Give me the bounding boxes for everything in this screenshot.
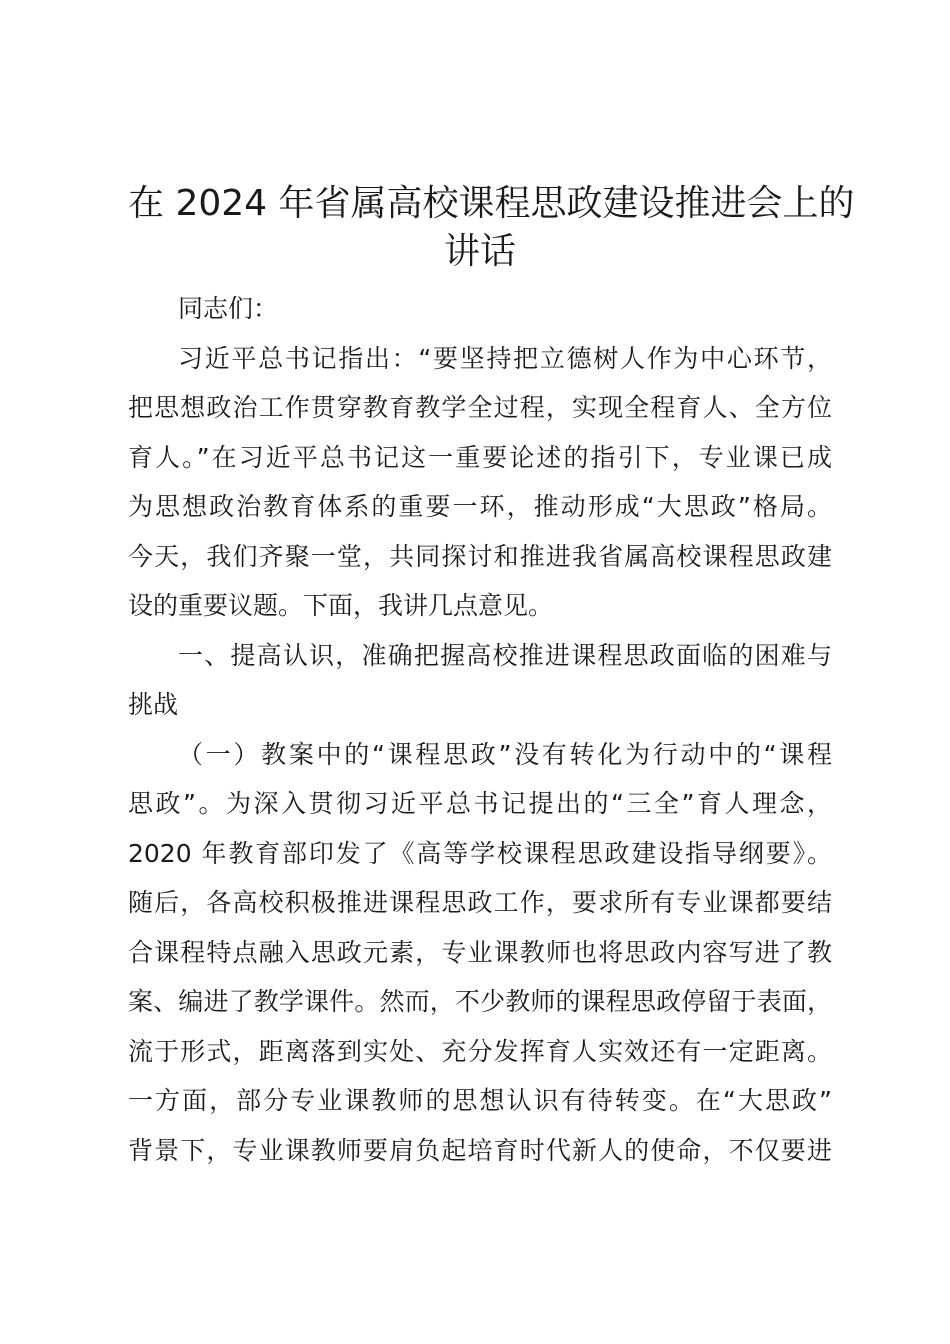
paragraph-line: 一方面，部分专业课教师的思想认识有待转变。在“大思政” — [128, 1086, 832, 1115]
paragraph-line: 案、编进了教学课件。然而，不少教师的课程思政停留于表面， — [128, 987, 832, 1016]
heading-line: 挑战 — [128, 690, 179, 719]
heading-line: 一、提高认识，准确把握高校推进课程思政面临的困难与 — [178, 640, 832, 670]
paragraph-line: （一）教案中的“课程思政”没有转化为行动中的“课程 — [178, 739, 832, 769]
paragraph-section-1-1 — [128, 730, 832, 1176]
paragraph-line: 2020 年教育部印发了《高等学校课程思政建设指导纲要》。 — [128, 838, 832, 868]
document-title — [128, 180, 855, 276]
paragraph-line: 习近平总书记指出：“要坚持把立德树人作为中心环节， — [178, 343, 832, 373]
title-line: 在 2024 年省属高校课程思政建设推进会上的 — [128, 183, 855, 224]
paragraph-line: 育人。”在习近平总书记这一重要论述的指引下，专业课已成 — [128, 442, 832, 472]
paragraph-line: 为思想政治教育体系的重要一环，推动形成“大思政”格局。 — [128, 492, 832, 521]
paragraph-line: 随后，各高校积极推进课程思政工作，要求所有专业课都要结 — [128, 888, 832, 917]
salutation-text: 同志们： — [178, 294, 279, 323]
paragraph-line: 流于形式，距离落到实处、充分发挥育人实效还有一定距离。 — [128, 1036, 832, 1066]
paragraph-line: 把思想政治工作贯穿教育教学全过程，实现全程育人、全方位 — [128, 393, 832, 422]
paragraph-line: 思政”。为深入贯彻习近平总书记提出的“三全”育人理念， — [128, 789, 832, 818]
document-body — [128, 180, 855, 1175]
paragraph-line: 设的重要议题。下面，我讲几点意见。 — [128, 591, 554, 620]
paragraph-line: 今天，我们齐聚一堂，共同探讨和推进我省属高校课程思政建 — [128, 541, 832, 571]
section-heading-1 — [128, 631, 832, 730]
paragraph-line: 背景下，专业课教师要肩负起培育时代新人的使命，不仅要进 — [128, 1135, 832, 1165]
salutation — [128, 284, 832, 334]
paragraph-line: 合课程特点融入思政元素，专业课教师也将思政内容写进了教 — [128, 937, 832, 967]
title-line: 讲话 — [443, 231, 516, 272]
paragraph-intro — [128, 334, 832, 631]
